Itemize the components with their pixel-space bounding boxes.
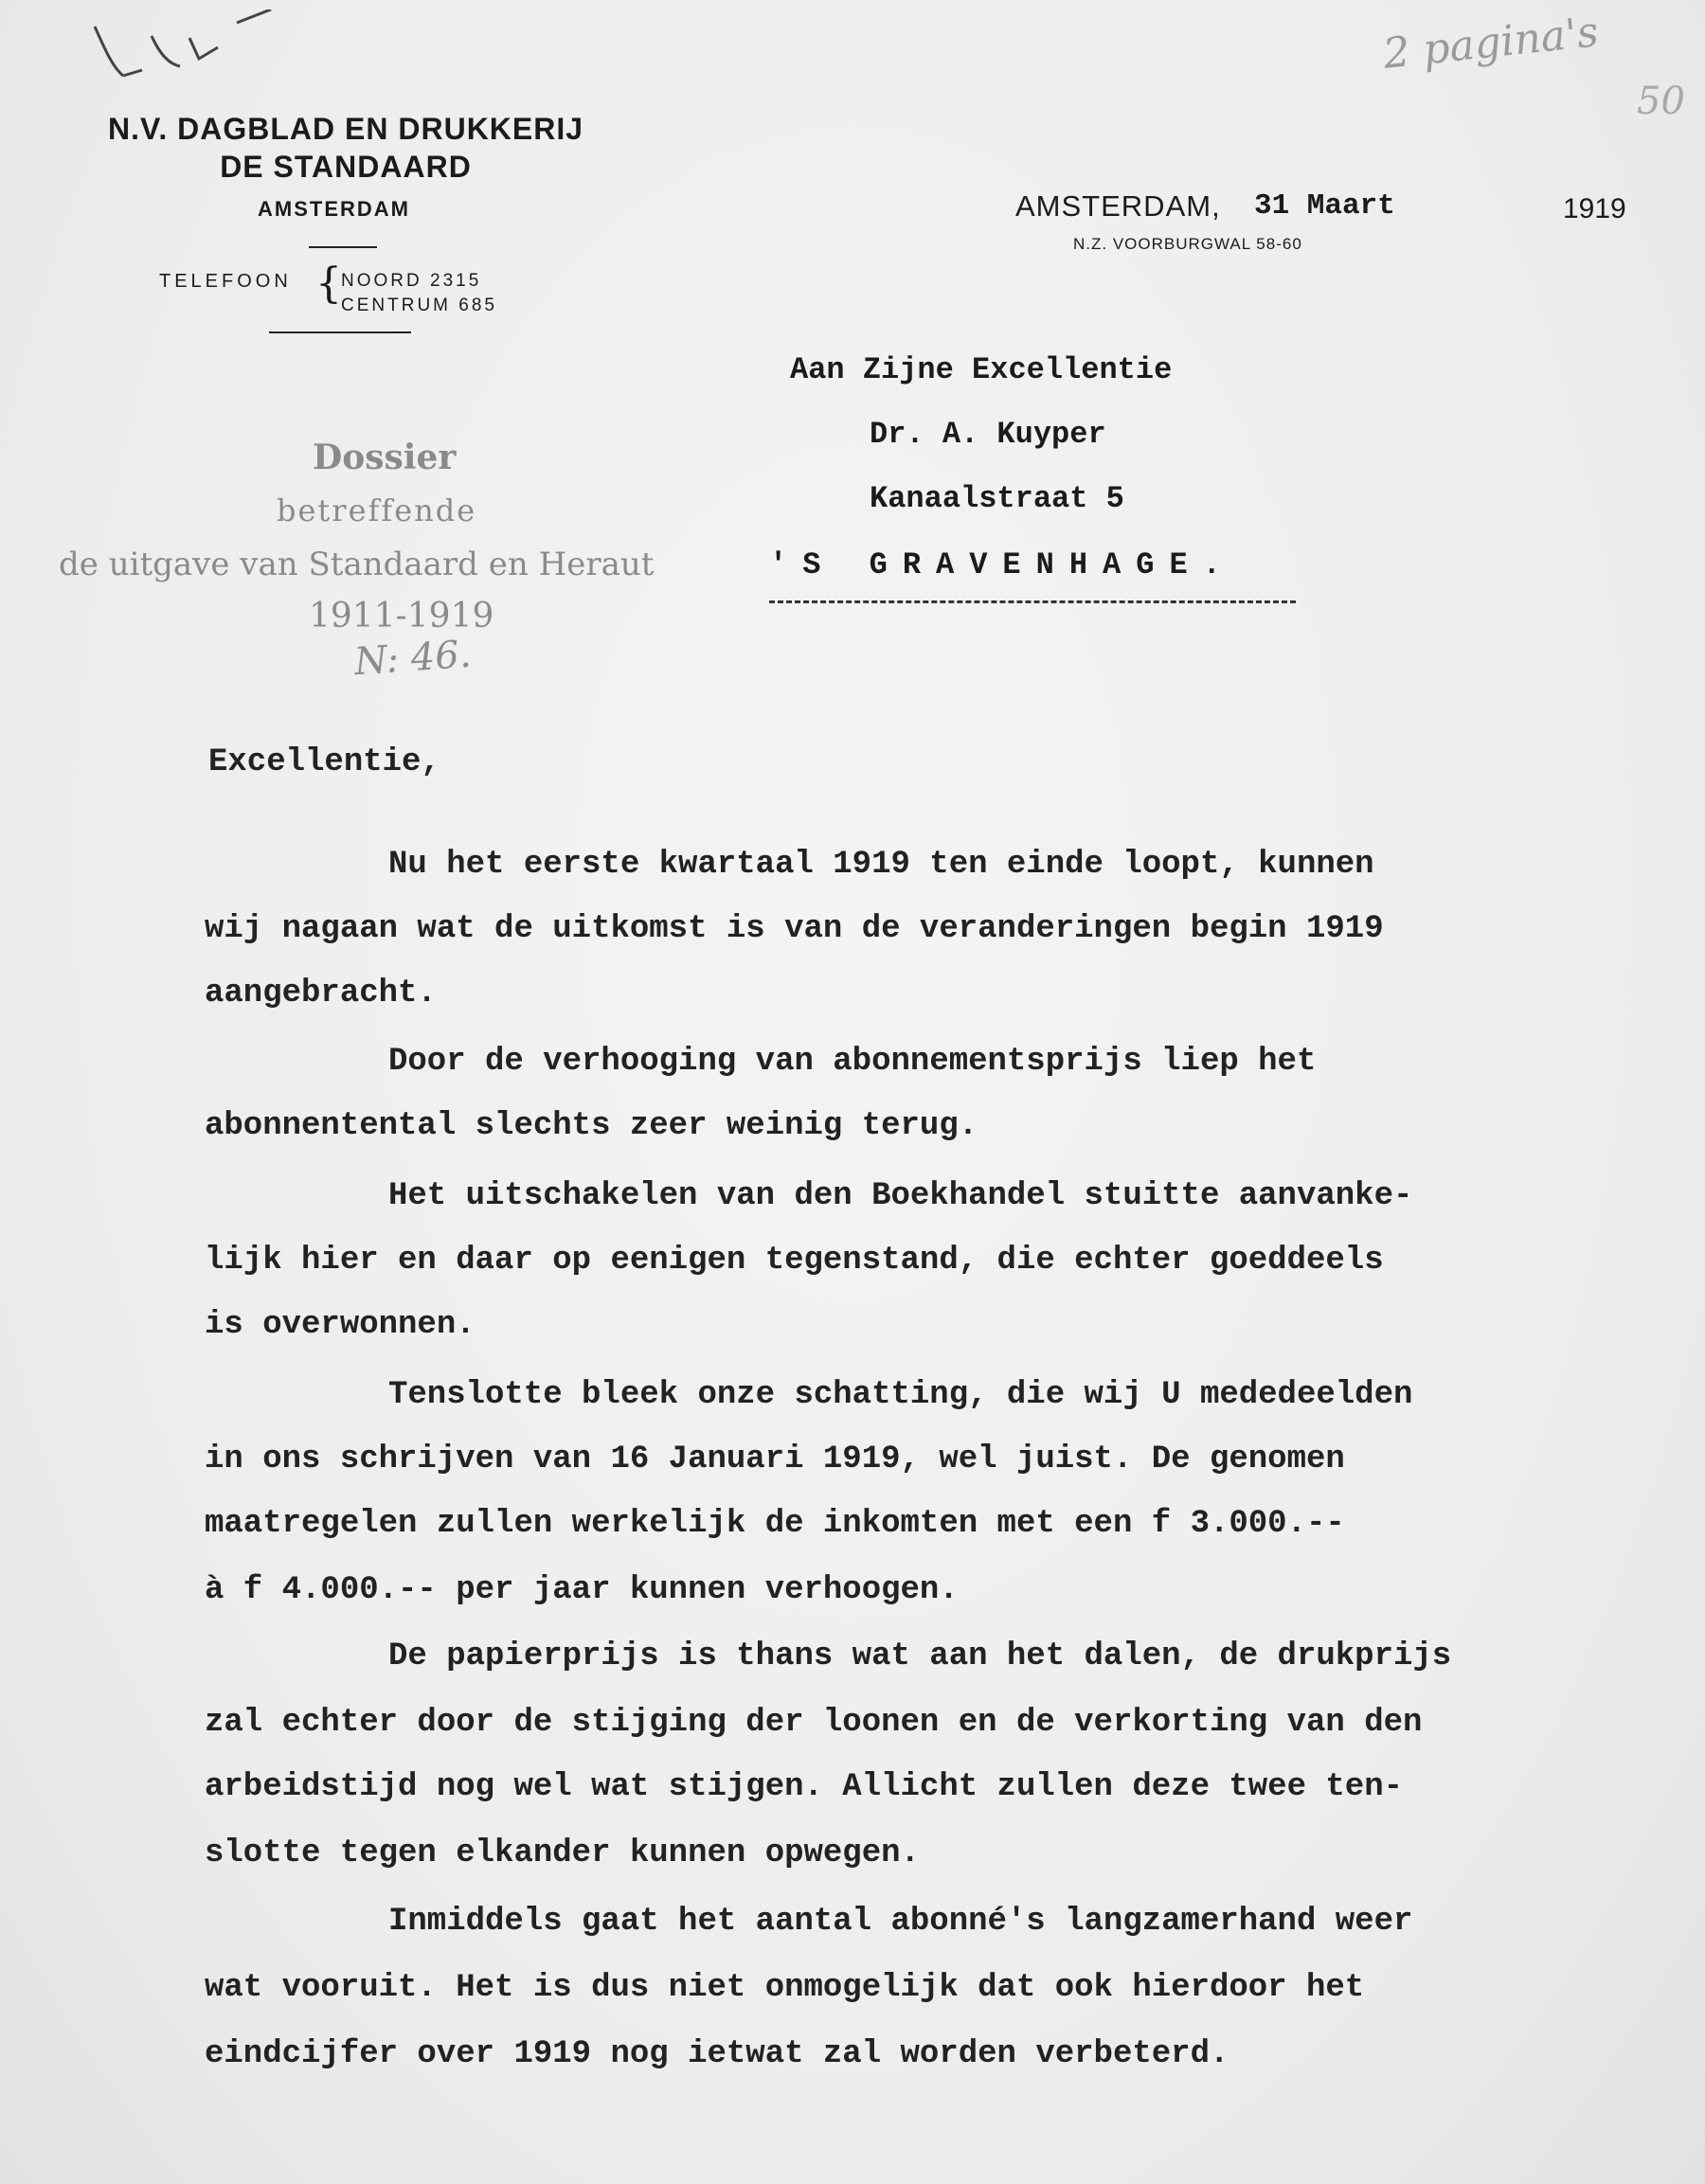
stamp-title: Dossier <box>313 438 457 477</box>
dateline-date: 31 Maart <box>1254 189 1395 223</box>
stamp-subtitle: betreffende <box>277 492 477 528</box>
company-name-line2: DE STANDAARD <box>220 150 472 184</box>
body-line: is overwonnen. <box>205 1307 476 1343</box>
handwritten-note: 2 pagina's <box>1380 8 1601 79</box>
stamp-years: 1911-1919 <box>309 597 494 636</box>
body-line: Door de verhooging van abonnementsprijs liep het <box>388 1044 1317 1080</box>
dateline-place: AMSTERDAM, <box>1015 189 1221 223</box>
company-name <box>95 110 597 186</box>
street-address: N.Z. VOORBURGWAL 58-60 <box>1073 235 1302 253</box>
body-line: abonnentental slechts zeer weinig terug. <box>205 1108 978 1144</box>
body-line: in ons schrijven van 16 Januari 1919, wel juist. De genomen <box>205 1441 1345 1477</box>
company-city: AMSTERDAM <box>258 197 410 221</box>
body-line: Het uitschakelen van den Boekhandel stuitte aanvanke- <box>388 1178 1413 1214</box>
body-line: zal echter door de stijging der loonen en de verkorting van den <box>205 1705 1423 1741</box>
body-line: maatregelen zullen werkelijk de inkomten met een f 3.000.-- <box>205 1506 1345 1542</box>
divider <box>309 246 377 248</box>
body-line: Inmiddels gaat het aantal abonné's langzamerhand weer <box>388 1904 1413 1940</box>
body-line: eindcijfer over 1919 nog ietwat zal worden verbeterd. <box>205 2036 1229 2072</box>
body-line: à f 4.000.-- per jaar kunnen verhoogen. <box>205 1572 959 1608</box>
company-name-line1: N.V. DAGBLAD EN DRUKKERIJ <box>107 112 584 146</box>
stamp-handwritten-number: N: 46. <box>352 632 473 685</box>
phone-centrum: CENTRUM 685 <box>341 295 497 315</box>
phone-numbers <box>341 269 497 318</box>
body-line: De papierprijs is thans wat aan het dalen, de drukprijs <box>388 1638 1452 1674</box>
folio-number: 50 <box>1637 80 1685 123</box>
body-line: aangebracht. <box>205 976 437 1011</box>
body-line: wat vooruit. Het is dus niet onmogelijk dat ook hierdoor het <box>205 1970 1365 2006</box>
body-line: slotte tegen elkander kunnen opwegen. <box>205 1835 920 1871</box>
telefoon-label: TELEFOON <box>159 271 292 292</box>
brace-glyph: { <box>315 260 342 308</box>
recipient-line1: Aan Zijne Excellentie <box>790 352 1173 387</box>
dateline-year: 1919 <box>1563 193 1626 224</box>
pen-scribble <box>85 9 313 85</box>
salutation: Excellentie, <box>208 744 440 780</box>
recipient-line2: Dr. A. Kuyper <box>870 417 1106 452</box>
body-line: lijk hier en daar op eenigen tegenstand, die echter goeddeels <box>205 1243 1384 1279</box>
phone-noord: NOORD 2315 <box>341 271 482 291</box>
body-line: arbeidstijd nog wel wat stijgen. Allicht zullen deze twee ten- <box>205 1769 1404 1805</box>
recipient-line4: 'S GRAVENHAGE. <box>769 547 1236 582</box>
body-line: Nu het eerste kwartaal 1919 ten einde loopt, kunnen <box>388 847 1374 883</box>
address-underline <box>769 600 1296 603</box>
recipient-line3: Kanaalstraat 5 <box>870 481 1124 516</box>
body-line: wij nagaan wat de uitkomst is van de veranderingen begin 1919 <box>205 911 1384 947</box>
body-line: Tenslotte bleek onze schatting, die wij U mededeelden <box>388 1377 1413 1413</box>
stamp-description: de uitgave van Standaard en Heraut <box>59 546 655 583</box>
divider <box>269 331 411 333</box>
